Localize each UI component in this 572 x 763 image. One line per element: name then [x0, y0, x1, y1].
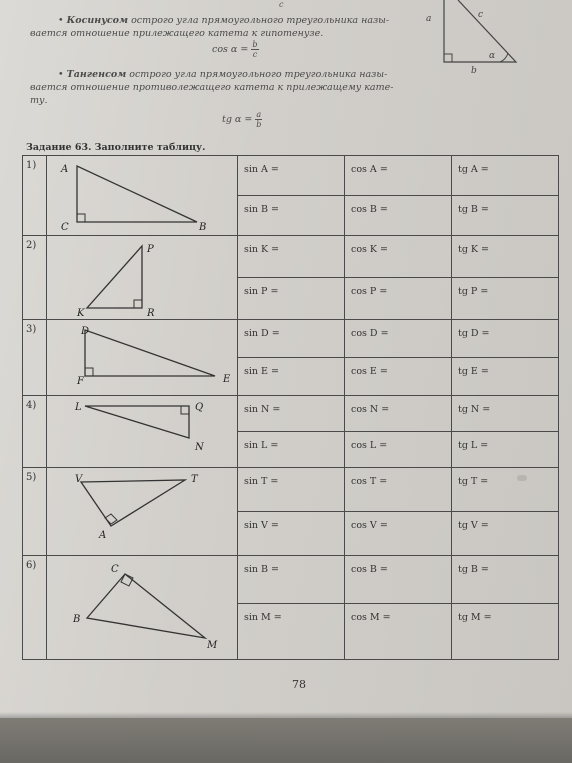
triangle-figure [47, 320, 237, 396]
cos-cell[interactable]: cos M = [351, 612, 391, 623]
sin-cell[interactable]: sin D = [244, 328, 280, 339]
cosine-term: Косинусом [66, 15, 129, 26]
task-title: Задание 63. Заполните таблицу. [26, 142, 206, 153]
vertex-label: K [77, 308, 85, 319]
vertex-label: V [75, 474, 83, 485]
corner-letter-b: b [471, 66, 477, 76]
tg-cell[interactable]: tg E = [458, 366, 489, 377]
desk-background [0, 718, 572, 763]
tg-cell[interactable]: tg D = [458, 328, 490, 339]
vertex-label: D [81, 326, 90, 337]
tangent-line1: острого угла прямоугольного треугольника назы- [126, 69, 388, 80]
triangle-figure [47, 396, 237, 468]
cos-cell[interactable]: cos T = [351, 476, 388, 487]
vertex-label: F [77, 376, 84, 387]
vertex-label: P [147, 244, 154, 255]
cos-cell[interactable]: cos E = [351, 366, 388, 377]
cos-cell[interactable]: cos A = [351, 164, 388, 175]
figure-cell [47, 556, 238, 660]
tg-cell[interactable]: tg P = [458, 286, 489, 297]
triangle-figure [47, 236, 237, 320]
vertex-label: R [147, 308, 155, 319]
tangent-term: Тангенсом [66, 69, 127, 80]
vertex-label: C [111, 564, 119, 575]
vertex-label: N [195, 442, 204, 453]
cos-cell[interactable]: cos B = [351, 564, 388, 575]
corner-alpha: α [489, 51, 496, 61]
tg-cell[interactable]: tg K = [458, 244, 489, 255]
sin-cell[interactable]: sin M = [244, 612, 282, 623]
cos-cell[interactable]: cos K = [351, 244, 389, 255]
triangle-figure [47, 556, 237, 656]
tg-cell[interactable]: tg N = [458, 404, 491, 415]
row-number: 2) [23, 236, 47, 320]
vertex-label: A [99, 530, 107, 541]
vertex-label: E [223, 374, 231, 385]
sin-cell[interactable]: sin B = [244, 564, 280, 575]
figure-cell [47, 320, 238, 396]
sin-cell[interactable]: sin B = [244, 204, 280, 215]
figure-cell [47, 468, 238, 556]
figure-cell [47, 156, 238, 236]
sin-cell[interactable]: sin A = [244, 164, 279, 175]
row-number: 1) [23, 156, 47, 236]
vertex-label: B [199, 222, 207, 233]
tangent-line3: ту. [30, 95, 48, 106]
row-number: 4) [23, 396, 47, 468]
cos-cell[interactable]: cos B = [351, 204, 388, 215]
row-number: 6) [23, 556, 47, 660]
tangent-formula-den: b [256, 120, 262, 129]
corner-letter-a: a [426, 14, 432, 24]
trig-table [22, 155, 559, 660]
sin-cell[interactable]: sin L = [244, 440, 279, 451]
triangle-figure [47, 468, 237, 556]
vertex-label: C [61, 222, 69, 233]
vertex-label: L [75, 402, 82, 413]
tg-cell[interactable]: tg B = [458, 564, 489, 575]
vertex-label: T [191, 474, 198, 485]
cos-cell[interactable]: cos N = [351, 404, 390, 415]
sin-cell[interactable]: sin N = [244, 404, 281, 415]
cosine-definition: • Косинусом острого угла прямоугольного треугольника назы- [58, 15, 390, 26]
cos-cell[interactable]: cos L = [351, 440, 388, 451]
tg-cell[interactable]: tg L = [458, 440, 489, 451]
tangent-line2: вается отношение противолежащего катета к прилежащему кате- [30, 82, 394, 93]
tg-cell[interactable]: tg B = [458, 204, 489, 215]
figure-cell [47, 396, 238, 468]
tg-cell[interactable]: tg V = [458, 520, 489, 531]
cosine-formula [212, 40, 259, 59]
tg-cell[interactable]: tg T = [458, 476, 489, 487]
row-number: 3) [23, 320, 47, 396]
cosine-formula-lhs: cos α = [212, 44, 249, 55]
sin-cell[interactable]: sin E = [244, 366, 279, 377]
sin-cell[interactable]: sin V = [244, 520, 279, 531]
row-number: 5) [23, 468, 47, 556]
cos-cell[interactable]: cos D = [351, 328, 389, 339]
pencil-smudge [517, 475, 527, 481]
cos-cell[interactable]: cos P = [351, 286, 388, 297]
cosine-formula-num: b [252, 40, 258, 49]
page-number: 78 [292, 678, 306, 691]
tangent-formula-num: a [256, 110, 262, 119]
top-letter: c [279, 0, 284, 9]
tangent-formula [222, 110, 262, 129]
cosine-line2: вается отношение прилежащего катета к гипотенузе. [30, 28, 324, 39]
tangent-definition: • Тангенсом острого угла прямоугольного треугольника назы- [58, 69, 388, 80]
cosine-formula-den: c [252, 50, 258, 59]
tangent-formula-lhs: tg α = [222, 114, 253, 125]
sin-cell[interactable]: sin P = [244, 286, 279, 297]
cos-cell[interactable]: cos V = [351, 520, 388, 531]
vertex-label: A [61, 164, 69, 175]
tg-cell[interactable]: tg M = [458, 612, 492, 623]
corner-letter-c: c [478, 10, 484, 20]
vertex-label: Q [195, 402, 204, 413]
sin-cell[interactable]: sin T = [244, 476, 279, 487]
vertex-label: B [73, 614, 81, 625]
tg-cell[interactable]: tg A = [458, 164, 489, 175]
sin-cell[interactable]: sin K = [244, 244, 280, 255]
figure-cell [47, 236, 238, 320]
vertex-label: M [207, 640, 218, 651]
triangle-figure [47, 156, 237, 236]
cosine-line1: острого угла прямоугольного треугольника назы- [128, 15, 390, 26]
